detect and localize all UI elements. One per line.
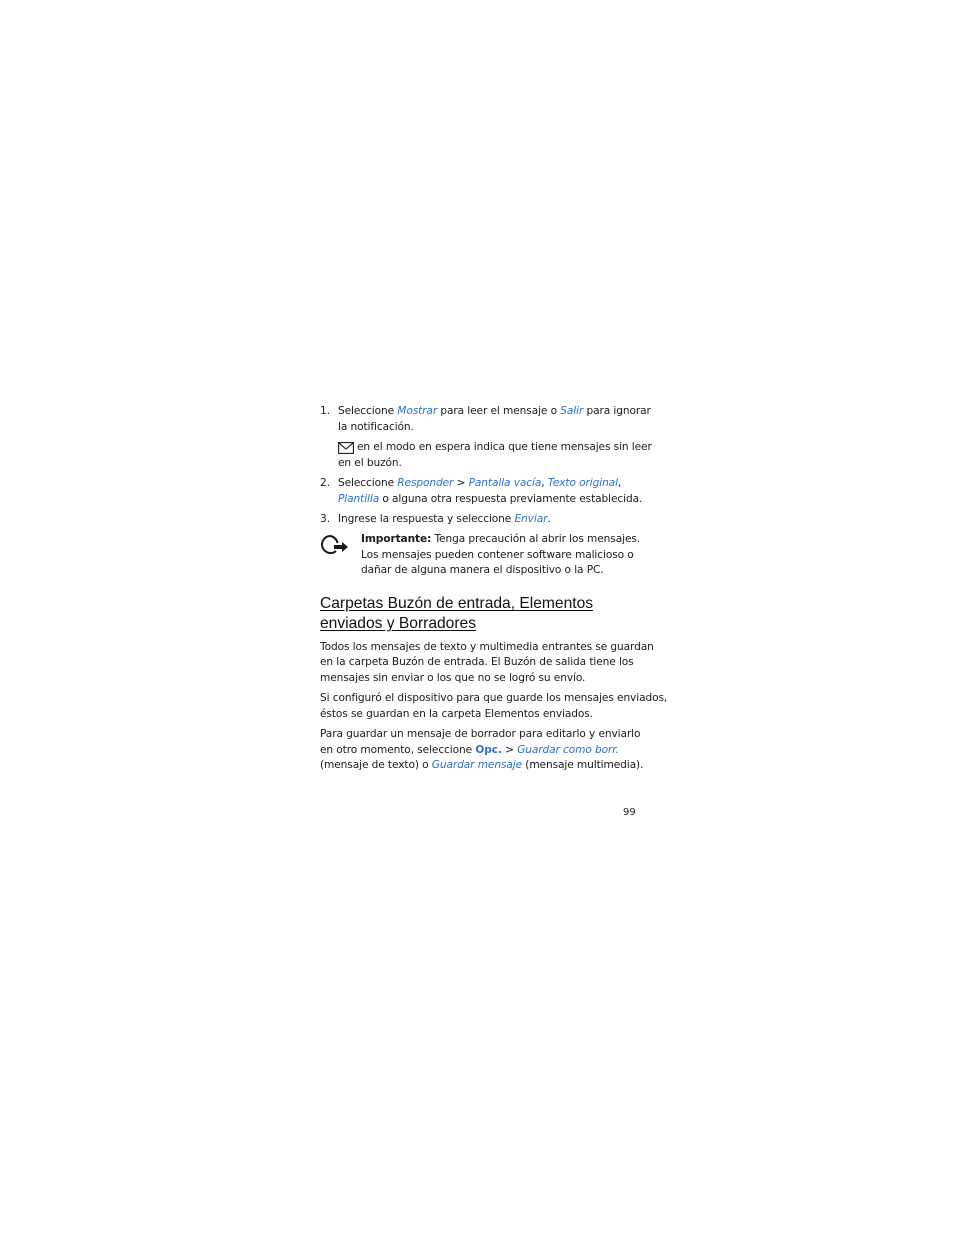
step-number: 3.	[320, 513, 331, 525]
text: Tenga precaución al abrir los mensajes.	[431, 533, 641, 545]
step-number: 2.	[320, 477, 331, 489]
note-line-1: en el modo en espera indica que tiene mensajes sin leer	[357, 441, 652, 453]
ui-term-opc: Opc.	[475, 744, 502, 756]
text: >	[501, 744, 518, 756]
section-heading	[320, 594, 650, 634]
important-label: Importante:	[361, 533, 432, 545]
ui-term-guardar-como-borr: Guardar como borr.	[517, 744, 619, 756]
step-2-line-2	[338, 491, 642, 507]
step-2-line-1	[338, 475, 621, 491]
step-1-line-2: la notificación.	[338, 421, 414, 433]
page-number: 99	[623, 807, 636, 818]
para-3-line-3	[320, 757, 643, 773]
text: Ingrese la respuesta y seleccione	[338, 513, 515, 525]
important-line-2: Los mensajes pueden contener software malicioso o	[361, 549, 634, 561]
envelope-icon	[338, 442, 354, 454]
text: o alguna otra respuesta previamente establecida.	[379, 493, 643, 505]
heading-line: enviados y Borradores	[320, 615, 477, 632]
important-line-1	[361, 531, 640, 547]
text: .	[547, 513, 551, 525]
ui-term-texto-original: Texto original	[547, 477, 618, 489]
step-1-line-1	[338, 403, 651, 419]
para-2-line: éstos se guardan en la carpeta Elementos enviados.	[320, 708, 593, 720]
ui-term-plantilla: Plantilla	[338, 493, 380, 505]
important-line-3: dañar de alguna manera el dispositivo o la PC.	[361, 564, 604, 576]
para-3-line-1: Para guardar un mensaje de borrador para editarlo y enviarlo	[320, 728, 641, 740]
important-icon	[320, 534, 350, 556]
step-3-line-1	[338, 511, 551, 527]
step-number: 1.	[320, 405, 331, 417]
text: ,	[541, 477, 548, 489]
para-1-line: mensajes sin enviar o los que no se logró su envío.	[320, 672, 586, 684]
text: ,	[617, 477, 622, 489]
heading-line: Carpetas Buzón de entrada, Elementos	[320, 595, 594, 612]
text: Seleccione	[338, 477, 398, 489]
para-1-line: Todos los mensajes de texto y multimedia entrantes se guardan	[320, 641, 654, 653]
text: Seleccione	[338, 405, 398, 417]
para-3-line-2	[320, 742, 619, 758]
ui-term-mostrar: Mostrar	[397, 405, 438, 417]
ui-term-responder: Responder	[397, 477, 454, 489]
para-1-line: en la carpeta Buzón de entrada. El Buzón de salida tiene los	[320, 656, 634, 668]
ui-term-pantalla-vacia: Pantalla vacía	[468, 477, 542, 489]
note-line-2: en el buzón.	[338, 457, 402, 469]
text: en otro momento, seleccione	[320, 744, 476, 756]
text: >	[453, 477, 469, 489]
text: para leer el mensaje o	[437, 405, 561, 417]
ui-term-enviar: Enviar	[514, 513, 548, 525]
text: (mensaje multimedia).	[522, 759, 644, 771]
ui-term-guardar-mensaje: Guardar mensaje	[431, 759, 523, 771]
para-2-line: Si configuró el dispositivo para que guarde los mensajes enviados,	[320, 692, 668, 704]
ui-term-salir: Salir	[560, 405, 584, 417]
text: (mensaje de texto) o	[320, 759, 432, 771]
text: para ignorar	[583, 405, 651, 417]
